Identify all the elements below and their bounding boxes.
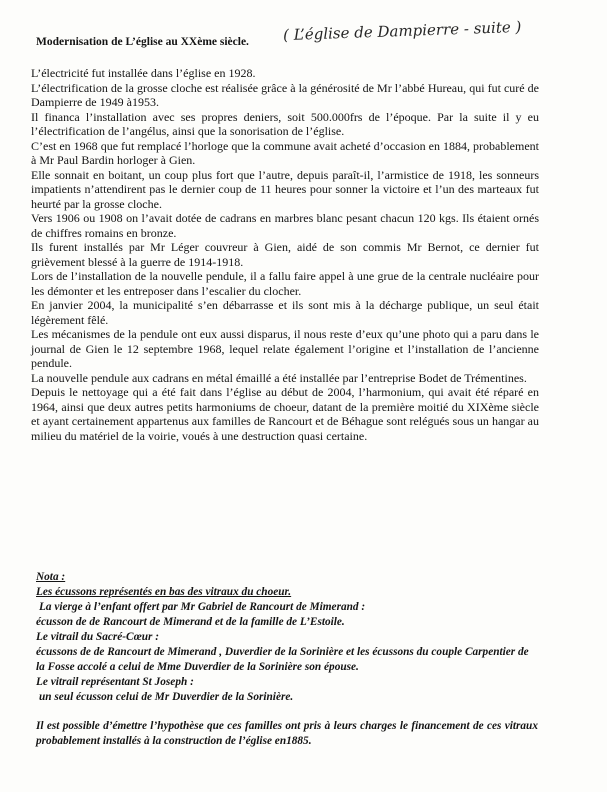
body-text — [31, 66, 539, 443]
paragraph: Il financa l’installation avec ses propres deniers, soit 500.000frs de l’époque. Par la suite il y eu l’électrification de l’angélus, ainsi que la sonorisation de l’église. — [31, 109, 539, 138]
paragraph: L’électricité fut installée dans l’église en 1928. — [31, 66, 256, 80]
nota-line: un seul écusson celui de Mr Duverdier de la Sorinière. — [39, 691, 294, 703]
handwritten-annotation: ( L’église de Dampierre - suite ) — [282, 17, 522, 45]
nota-line: Le vitrail représentant St Joseph : — [36, 676, 194, 688]
paragraph: Ils furent installés par Mr Léger couvreur à Gien, aidé de son commis Mr Bernot, ce dernier fut grièvement blessé à la guerre de 1914-1918. — [31, 240, 539, 269]
paragraph: Les mécanismes de la pendule ont eux aussi disparus, il nous reste d’eux qu’une photo qui a paru dans le journal de Gien le 12 septembre 1968, lequel relate également l’origine et l’installation de l’ancienne pendule. — [31, 327, 539, 370]
page-title: Modernisation de L’église au XXème siècle. — [36, 36, 249, 48]
paragraph: Vers 1906 ou 1908 on l’avait dotée de cadrans en marbres blanc pesant chacun 120 kgs. Ils étaient ornés de chiffres romains en bronze. — [31, 211, 539, 240]
paragraph: Elle sonnait en boitant, un coup plus fort que l’autre, depuis paraît-il, l’armistice de 1918, les sonneurs impatients n’attendirent pas le dernier coup de 11 heures pour sonner la victoire et l’un des marteaux fut heurté par la grosse cloche. — [31, 167, 539, 211]
nota-line: écussons de de Rancourt de Mimerand , Duverdier de la Sorinière et les écussons du couple Carpentier de la Fosse accolé a celui de Mme Duverdier de la Sorinière son épouse. — [36, 646, 529, 673]
paragraph: L’électrification de la grosse cloche est réalisée grâce à la générosité de Mr l’abbé Hureau, qui fut curé de Dampierre de 1949 à1953. — [31, 80, 539, 109]
paragraph: La nouvelle pendule aux cadrans en métal émaillé a été installée par l’entreprise Bodet de Trémentines. — [31, 370, 527, 385]
nota-conclusion: Il est possible d’émettre l’hypothèse que ces familles ont pris à leurs charges le financement de ces vitraux probablement installés à la construction de l’église en1885. — [36, 720, 538, 747]
paragraph: C’est en 1968 que fut remplacé l’horloge que la commune avait acheté d’occasion en 1884, probablement à Mr Paul Bardin horloger à Gien. — [31, 138, 539, 167]
nota-line: écusson de de Rancourt de Mimerand et de la famille de L’Estoile. — [36, 616, 345, 628]
nota-line: Le vitrail du Sacré-Cœur : — [36, 631, 160, 643]
paragraph: Depuis le nettoyage qui a été fait dans l’église au début de 2004, l’harmonium, qui avait été réparé en 1964, ainsi que deux autres petits harmoniums de choeur, datant de la première moitié du XIXème siècle et ayant certainement appartenus aux familles de Rancourt et de Béhague sont relégués sous un hangar au milieu du matériel de la voirie, voués à une destruction quasi certaine. — [31, 385, 539, 443]
nota-section — [36, 570, 538, 749]
paragraph: Lors de l’installation de la nouvelle pendule, il a fallu faire appel à une grue de la centrale nucléaire pour les démonter et les entreposer dans l’escalier du clocher. — [31, 269, 539, 298]
nota-heading: Nota : — [36, 571, 66, 583]
nota-subheading: Les écussons représentés en bas des vitraux du choeur. — [36, 586, 292, 598]
paragraph: En janvier 2004, la municipalité s’en débarrasse et ils sont mis à la décharge publique, un seul était légèrement fêlé. — [31, 298, 539, 327]
nota-line: La vierge à l’enfant offert par Mr Gabriel de Rancourt de Mimerand : — [39, 601, 366, 613]
